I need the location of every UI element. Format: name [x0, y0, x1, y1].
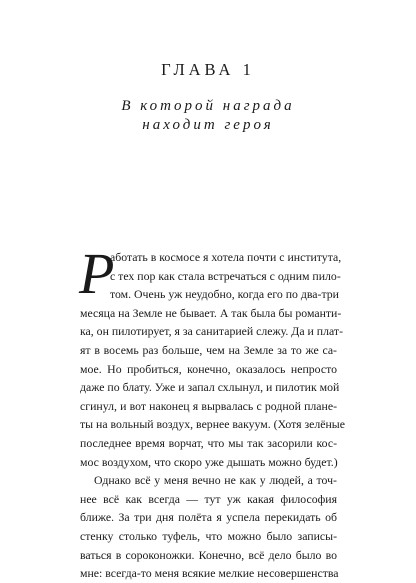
- paragraph-2: [80, 471, 337, 583]
- text-line: с тех пор как стала встречаться с одним пило-: [110, 268, 341, 283]
- text-line: сгинул, и вот наконец я вырвалась с родной плане-: [80, 398, 337, 413]
- text-line: ты на вольный воздух, вернее вакуум. (Хотя зелёные: [80, 417, 345, 432]
- text-line: Однако всё у меня вечно не как у людей, а точ-: [94, 473, 337, 488]
- text-line: стенку столько туфель, что можно было записы-: [80, 528, 337, 543]
- subtitle-line: В которой награда: [121, 98, 295, 114]
- text-line: аботать в космосе я хотела почти с института,: [110, 250, 342, 264]
- chapter-title: ГЛАВА 1: [161, 60, 255, 79]
- text-line: мое. Но пробиться, конечно, оказалось непросто: [80, 361, 337, 376]
- text-line: месяца на Земле не бывает. А так была бы романти-: [80, 305, 342, 320]
- chapter-subtitle: [0, 97, 416, 135]
- text-line: даже по блату. Уже и запал схлынул, и пилотик мой: [80, 380, 340, 395]
- text-line: мос воздухом, что скоро уже дышать можно будет.): [80, 454, 338, 469]
- text-line: ваться в сороконожки. Конечно, всё дело было во: [80, 547, 337, 562]
- body-text: [79, 241, 345, 583]
- text-line: том. Очень уж неудобно, когда его по два-три: [110, 287, 339, 302]
- drop-cap: Р: [79, 241, 115, 306]
- subtitle-line: находит героя: [142, 117, 274, 133]
- text-line: нее всё как всегда — тут уж какая философия: [80, 491, 337, 506]
- text-line: ка, он пилотирует, я за санитарией слежу. Да и плат-: [80, 324, 344, 339]
- paragraph-1: [80, 248, 345, 471]
- text-line: ят в восемь раз больше, чем на Земле за то же са-: [80, 342, 337, 357]
- text-line: последнее время ворчат, что мы так засорили кос-: [80, 435, 337, 450]
- text-line: мне: всегда-то меня всякие мелкие несовершенства: [80, 566, 339, 581]
- text-line: ближе. За три дня полёта я успела перекидать об: [80, 510, 337, 525]
